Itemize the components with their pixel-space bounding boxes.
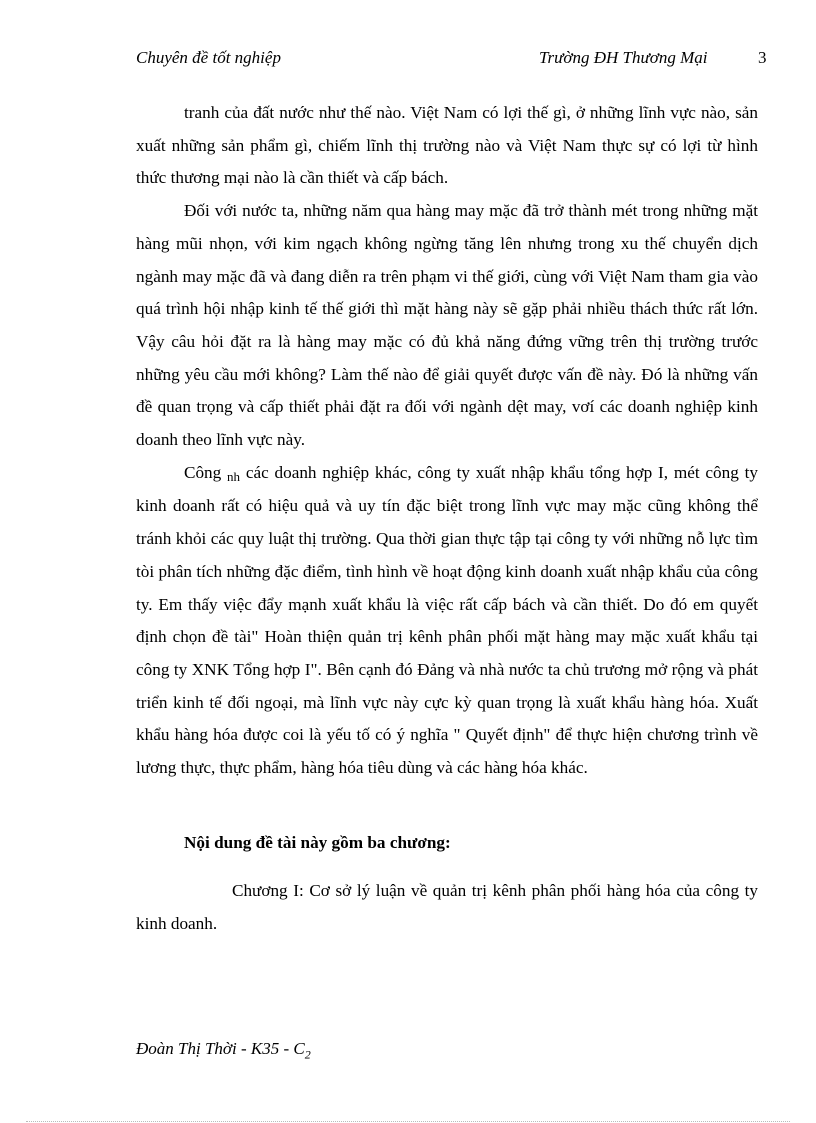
paragraph-2: Đối với nước ta, những năm qua hàng may mặc đã trở thành mét trong những mặt hàng mũi nhọn, với kim ngạch không ngừng tăng lên nhưng trong xu thế chuyển dịch ngành may mặc đã và đang diễn ra trên phạm vi thế giới, cùng với Việt Nam tham gia vào quá trình hội nhập kinh tế thế giới thì mặt hàng này sẽ gặp phải nhiều thách thức rất lớn. Vậy câu hỏi đặt ra là hàng may mặc có đủ khả năng đứng vững trên thị trường trước những yêu cầu mới không? Làm thế nào để giải quyết được vấn đề này. Đó là những vấn đề quan trọng và cấp thiết phải đặt ra đối với ngành dệt may, vơí các doanh nghiệp kinh doanh theo lĩnh vực này. bbox=[136, 201, 758, 450]
paragraph-3-small-text: nh bbox=[227, 468, 241, 484]
page-number: 3 bbox=[758, 48, 767, 67]
footer-author: Đoàn Thị Thời - K35 - C bbox=[136, 1039, 305, 1058]
paragraph-1: tranh của đất nước như thế nào. Việt Nam có lợi thế gì, ở những lĩnh vực nào, sản xuất những sản phẩm gì, chiếm lĩnh thị trường nào và Việt Nam thực sự có lợi từ hình thức thương mại nào là cần thiết và cấp bách. bbox=[136, 103, 758, 188]
page-footer bbox=[136, 1039, 311, 1062]
paragraph-3-rest: các doanh nghiệp khác, công ty xuất nhập khẩu tổng hợp I, mét công ty kinh doanh rất có hiệu quả và uy tín đặc biệt trong lĩnh vực may mặc cũng không thể tránh khỏi các quy luật thị trường. Qua thời gian thực tập tại công ty với những nỗ lực tìm tòi phân tích những đặc điểm, tình hình về hoạt động kinh doanh xuất nhập khẩu của công ty. Em thấy việc đẩy mạnh xuất khẩu là việc rất cấp bách và cần thiết. Do đó em quyết định chọn đề tài" Hoàn thiện quản trị kênh phân phối mặt hàng may mặc xuất khẩu tại công ty XNK Tổng hợp I". Bên cạnh đó Đảng và nhà nước ta chủ trương mở rộng và phát triển kinh tế đối ngoại, mà lĩnh vực này cực kỳ quan trọng là xuất khẩu hàng hóa. Xuất khẩu hàng hóa được coi là yếu tố có ý nghĩa " Quyết định" để thực hiện chương trình về lương thực, thực phẩm, hàng hóa tiêu dùng và các hàng hóa khác. bbox=[136, 462, 758, 778]
document-body bbox=[136, 97, 758, 941]
paragraph-3 bbox=[136, 457, 758, 785]
footer-subscript: 2 bbox=[304, 1047, 311, 1062]
paragraph-3-start: Công bbox=[184, 462, 222, 482]
page-bottom-border bbox=[26, 1121, 790, 1122]
page-header bbox=[136, 48, 768, 74]
chapter-1-description: Chương I: Cơ sở lý luận về quản trị kênh phân phối hàng hóa của công ty kinh doanh. bbox=[136, 881, 758, 934]
header-university: Trường ĐH Thương Mại bbox=[539, 48, 708, 67]
header-document-type: Chuyên đề tốt nghiệp bbox=[136, 48, 281, 67]
section-heading: Nội dung đề tài này gồm ba chương: bbox=[184, 832, 451, 852]
